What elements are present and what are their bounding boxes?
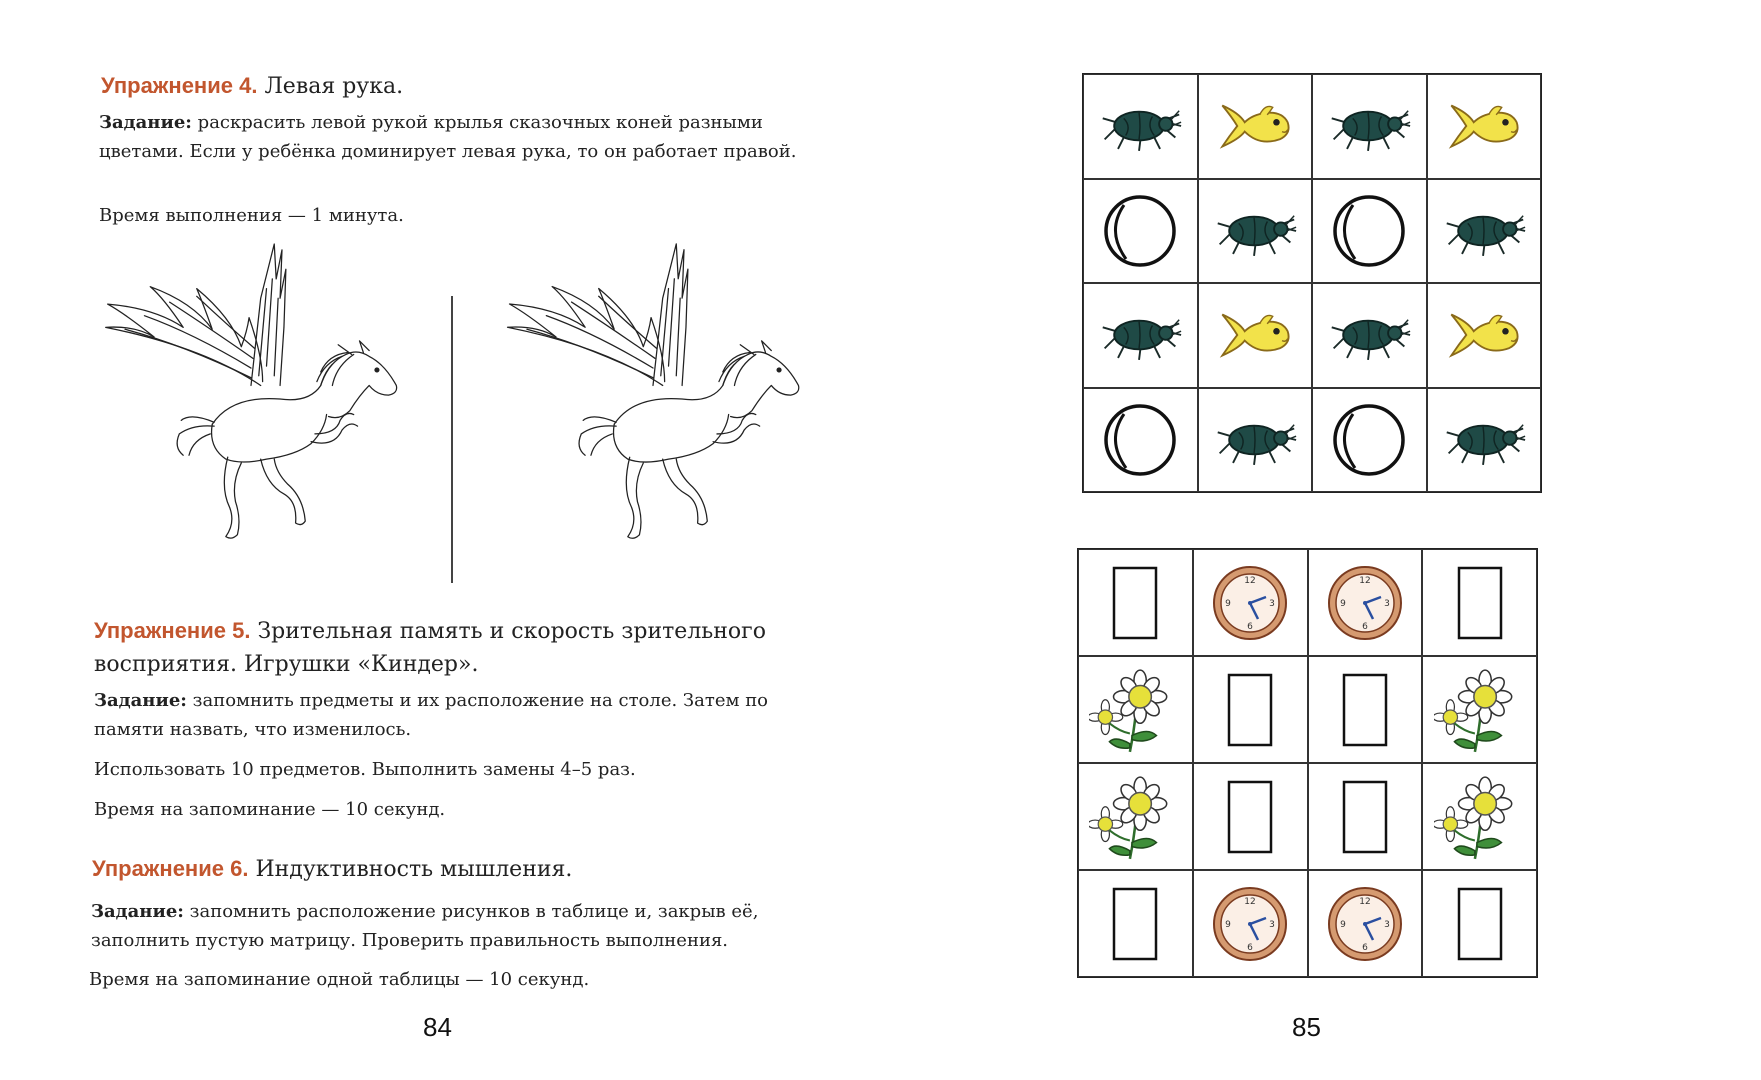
exercise-5-task-label: Задание: bbox=[94, 690, 187, 711]
right-page bbox=[880, 0, 1761, 1080]
beetle-icon bbox=[1441, 202, 1527, 260]
fish-icon bbox=[1213, 306, 1297, 364]
rectangle-icon bbox=[1210, 777, 1290, 857]
left-page bbox=[0, 0, 880, 1080]
table-cell bbox=[1198, 283, 1313, 388]
table-cell bbox=[1312, 283, 1427, 388]
table-cell bbox=[1308, 656, 1423, 763]
table-cell bbox=[1193, 870, 1308, 977]
exercise-6-title: Индуктивность мышления. bbox=[255, 857, 573, 882]
table-cell bbox=[1308, 763, 1423, 870]
rectangle-icon bbox=[1325, 670, 1405, 750]
exercise-4-label: Упражнение 4. bbox=[101, 73, 258, 98]
exercise-6-task-label: Задание: bbox=[91, 901, 184, 922]
table-cell bbox=[1083, 388, 1198, 493]
table-cell bbox=[1198, 388, 1313, 493]
ring-icon bbox=[1329, 191, 1409, 271]
table-cell bbox=[1078, 656, 1193, 763]
exercise-6-heading bbox=[92, 856, 572, 882]
table-cell bbox=[1198, 179, 1313, 284]
table-cell bbox=[1083, 74, 1198, 179]
table-cell bbox=[1083, 179, 1198, 284]
vertical-divider bbox=[451, 296, 453, 583]
exercise-5-heading bbox=[94, 614, 834, 681]
fish-icon bbox=[1442, 97, 1526, 155]
pegasus-drawing bbox=[488, 240, 818, 560]
ring-icon bbox=[1100, 191, 1180, 271]
rectangle-icon bbox=[1095, 884, 1175, 964]
exercise-4-task bbox=[99, 108, 829, 166]
flower-icon bbox=[1089, 664, 1181, 756]
beetle-icon bbox=[1441, 411, 1527, 469]
beetle-icon bbox=[1212, 202, 1298, 260]
exercise-6-task bbox=[91, 897, 831, 955]
flower-icon bbox=[1434, 664, 1526, 756]
table-cell bbox=[1198, 74, 1313, 179]
table-cell bbox=[1078, 763, 1193, 870]
table-cell bbox=[1312, 74, 1427, 179]
page-number-right: 85 bbox=[1292, 1012, 1321, 1042]
table-cell bbox=[1427, 283, 1542, 388]
exercise-6-time: Время на запоминание одной таблицы — 10 секунд. bbox=[89, 969, 590, 990]
fish-icon bbox=[1442, 306, 1526, 364]
exercise-4-time: Время выполнения — 1 минута. bbox=[99, 205, 404, 226]
exercise-5-title: Зрительная память и скорость зрительного восприятия. Игрушки «Киндер». bbox=[94, 619, 766, 677]
clock-icon bbox=[1325, 563, 1405, 643]
table-cell bbox=[1427, 388, 1542, 493]
picture-table-2 bbox=[1077, 548, 1538, 978]
exercise-5-task-text: запомнить предметы и их расположение на столе. Затем по памяти назвать, что изменилось. bbox=[94, 690, 769, 740]
ring-icon bbox=[1100, 400, 1180, 480]
exercise-4-task-label: Задание: bbox=[99, 112, 192, 133]
table-cell bbox=[1308, 549, 1423, 656]
exercise-5-task bbox=[94, 686, 836, 744]
rectangle-icon bbox=[1325, 777, 1405, 857]
flower-icon bbox=[1089, 771, 1181, 863]
table-cell bbox=[1193, 549, 1308, 656]
rectangle-icon bbox=[1440, 884, 1520, 964]
table-cell bbox=[1422, 656, 1537, 763]
exercise-5-time: Время на запоминание — 10 секунд. bbox=[94, 799, 446, 820]
table-cell bbox=[1427, 179, 1542, 284]
clock-icon bbox=[1325, 884, 1405, 964]
flower-icon bbox=[1434, 771, 1526, 863]
table-cell bbox=[1312, 388, 1427, 493]
rectangle-icon bbox=[1210, 670, 1290, 750]
table-cell bbox=[1078, 870, 1193, 977]
exercise-5-label: Упражнение 5. bbox=[94, 618, 251, 643]
table-cell bbox=[1308, 870, 1423, 977]
rectangle-icon bbox=[1095, 563, 1175, 643]
table-cell bbox=[1193, 763, 1308, 870]
rectangle-icon bbox=[1440, 563, 1520, 643]
beetle-icon bbox=[1097, 97, 1183, 155]
table-cell bbox=[1422, 549, 1537, 656]
table-cell bbox=[1427, 74, 1542, 179]
table-cell bbox=[1078, 549, 1193, 656]
beetle-icon bbox=[1212, 411, 1298, 469]
beetle-icon bbox=[1326, 306, 1412, 364]
clock-icon bbox=[1210, 563, 1290, 643]
exercise-6-label: Упражнение 6. bbox=[92, 856, 249, 881]
exercise-5-use: Использовать 10 предметов. Выполнить замены 4–5 раз. bbox=[94, 759, 636, 780]
table-cell bbox=[1312, 179, 1427, 284]
exercise-6-task-text: запомнить расположение рисунков в таблице и, закрыв её, заполнить пустую матрицу. Проверить правильность выполнения. bbox=[91, 901, 759, 951]
exercise-4-heading bbox=[101, 73, 403, 99]
exercise-4-title: Левая рука. bbox=[264, 74, 404, 99]
clock-icon bbox=[1210, 884, 1290, 964]
page-number-left: 84 bbox=[423, 1012, 452, 1042]
table-cell bbox=[1193, 656, 1308, 763]
exercise-4-task-text: раскрасить левой рукой крылья сказочных коней разными цветами. Если у ребёнка доминирует левая рука, то он работает правой. bbox=[99, 112, 797, 162]
fish-icon bbox=[1213, 97, 1297, 155]
ring-icon bbox=[1329, 400, 1409, 480]
beetle-icon bbox=[1326, 97, 1412, 155]
pegasus-drawing bbox=[96, 240, 406, 560]
picture-table-1 bbox=[1082, 73, 1542, 493]
table-cell bbox=[1422, 870, 1537, 977]
table-cell bbox=[1083, 283, 1198, 388]
beetle-icon bbox=[1097, 306, 1183, 364]
table-cell bbox=[1422, 763, 1537, 870]
